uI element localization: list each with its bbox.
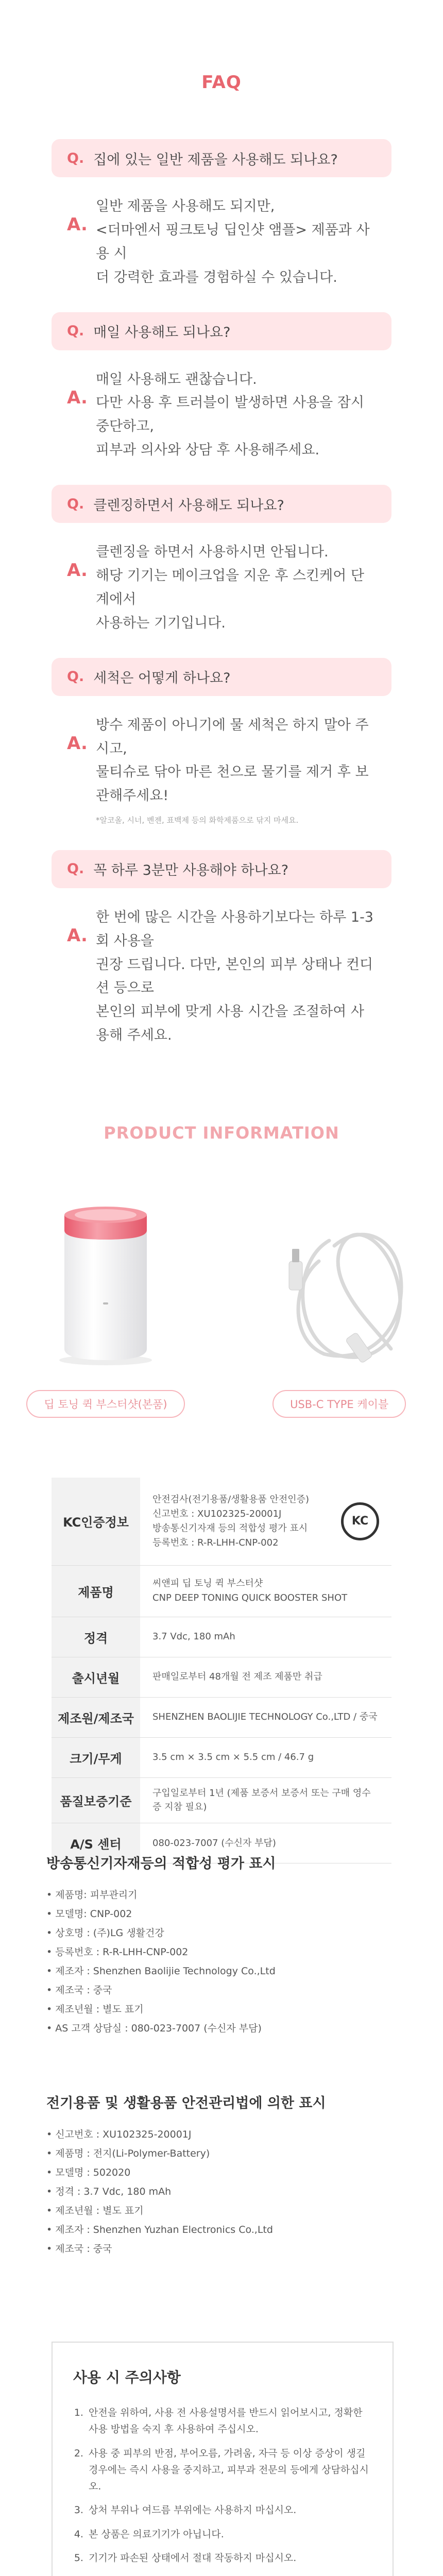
spec-value-line: CNP DEEP TONING QUICK BOOSTER SHOT <box>152 1592 348 1603</box>
use-caution-title: 사용 시 주의사항 <box>73 2369 181 2386</box>
answer-line: 일반 제품을 사용해도 되지만, <box>96 198 275 214</box>
spec-key: 크기/무게 <box>52 1737 140 1777</box>
spec-value <box>140 1657 391 1697</box>
radio-cert-line: • 모델명: CNP-002 <box>46 1908 132 1920</box>
spec-value-line: 3.7 Vdc, 180 mAh <box>152 1631 235 1642</box>
question-marker: Q. <box>67 150 84 166</box>
faq-list <box>0 139 443 1047</box>
spec-key: 출시년월 <box>52 1657 140 1697</box>
question-text: 클렌징하면서 사용해도 되나요? <box>93 497 284 514</box>
spec-row <box>52 1478 391 1565</box>
product-device <box>26 1199 184 1447</box>
faq-question <box>52 485 391 523</box>
faq-question <box>52 139 391 177</box>
spec-value-line: 안전검사(전기용품/생활용품 안전인증) <box>152 1494 310 1505</box>
spec-value-text <box>152 1786 379 1815</box>
spec-value <box>140 1777 391 1823</box>
question-text: 꼭 하루 3분만 사용해야 하나요? <box>93 862 289 879</box>
answer-line: 다만 사용 후 트러블이 발생하면 사용을 잠시 중단하고, <box>96 395 364 435</box>
spec-value-line: 방송통신기자재 등의 적합성 평가 표시 <box>152 1522 308 1534</box>
spec-value <box>140 1478 391 1565</box>
answer-line: 클렌징을 하면서 사용하시면 안됩니다. <box>96 544 329 561</box>
answer-text <box>96 195 376 290</box>
faq-question <box>52 312 391 350</box>
answer-line: 본인의 피부에 맞게 사용 시간을 조절하여 사용해 주세요. <box>96 1004 364 1044</box>
spec-value-text <box>152 1577 379 1605</box>
answer-text <box>96 540 376 635</box>
radio-cert-line: • 제조국 : 중국 <box>46 1985 112 1996</box>
spec-value-line: 판매일로부터 48개월 전 제조 제품만 취급 <box>152 1671 322 1683</box>
spec-value <box>140 1697 391 1737</box>
spec-row <box>52 1565 391 1617</box>
spec-value-text <box>152 1670 379 1684</box>
answer-line: 매일 사용해도 괜찮습니다. <box>96 371 257 387</box>
spec-value-text <box>152 1710 379 1724</box>
radio-cert-line: • 제품명: 피부관리기 <box>46 1889 138 1901</box>
spec-key: 품질보증기준 <box>52 1777 140 1823</box>
answer-line: 한 번에 많은 시간을 사용하기보다는 하루 1-3회 사용을 <box>96 909 373 949</box>
electric-cert-section <box>46 2092 326 2259</box>
electric-cert-line: • 제조국 : 중국 <box>46 2243 112 2255</box>
electric-cert-line: • 신고번호 : XU102325-20001J <box>46 2129 192 2140</box>
radio-cert-line: • 등록번호 : R-R-LHH-CNP-002 <box>46 1946 189 1958</box>
electric-cert-title: 전기용품 및 생활용품 안전관리법에 의한 표시 <box>46 2095 326 2111</box>
faq-item <box>52 139 391 290</box>
answer-text <box>96 714 376 827</box>
spec-value-text <box>152 1750 379 1765</box>
faq-title: FAQ <box>201 72 242 93</box>
electric-cert-line: • 모델명 : 502020 <box>46 2167 131 2178</box>
spec-key: 제조원/제조국 <box>52 1697 140 1737</box>
spec-value-line: 080-023-7007 (수신자 부담) <box>152 1837 276 1849</box>
faq-item <box>52 658 391 827</box>
electric-cert-line: • 정격 : 3.7 Vdc, 180 mAh <box>46 2186 172 2197</box>
question-marker: Q. <box>67 323 84 340</box>
spec-value-line: 등록번호 : R-R-LHH-CNP-002 <box>152 1537 279 1548</box>
spec-key: A/S 센터 <box>52 1823 140 1863</box>
question-marker: Q. <box>67 861 84 877</box>
radio-cert-title: 방송통신기자재등의 적합성 평가 표시 <box>46 1856 276 1872</box>
answer-line: 방수 제품이 아니기에 물 세척은 하지 말아 주시고, <box>96 717 369 757</box>
product-cable <box>262 1199 417 1447</box>
use-caution-item: 4. 본 상품은 의료기기가 아닙니다. <box>87 2526 372 2543</box>
answer-note: *알코올, 시너, 벤젠, 표백제 등의 화학제품으로 닦지 마세요. <box>96 816 299 825</box>
kc-mark-icon: KC <box>341 1502 379 1540</box>
spec-value-line: 구입일로부터 1년 (제품 보증서 보증서 또는 구매 영수증 지참 필요) <box>152 1787 371 1813</box>
answer-text <box>96 906 376 1047</box>
faq-answer <box>52 888 391 1047</box>
spec-row <box>52 1697 391 1737</box>
electric-cert-line: • 제조자 : Shenzhen Yuzhan Electronics Co.,Ltd <box>46 2224 273 2235</box>
faq-answer <box>52 350 391 463</box>
use-caution-item: 3. 상처 부위나 여드름 부위에는 사용하지 마십시오. <box>87 2502 372 2518</box>
spec-row <box>52 1777 391 1823</box>
faq-answer <box>52 177 391 290</box>
use-caution-item: 1. 안전을 위하여, 사용 전 사용설명서를 반드시 읽어보시고, 정확한 사용 방법을 숙지 후 사용하여 주십시오. <box>87 2404 372 2438</box>
spec-key: 제품명 <box>52 1565 140 1617</box>
faq-answer <box>52 696 391 827</box>
use-caution-item: 5. 기기가 파손된 상태에서 절대 작동하지 마십시오. <box>87 2550 372 2566</box>
spec-value-line: 3.5 cm × 3.5 cm × 5.5 cm / 46.7 g <box>152 1752 314 1763</box>
answer-marker: A. <box>67 560 88 581</box>
answer-line: 해당 기기는 메이크업을 지운 후 스킨케어 단계에서 <box>96 568 364 607</box>
faq-item <box>52 485 391 635</box>
spec-value <box>140 1565 391 1617</box>
answer-marker: A. <box>67 925 88 946</box>
use-caution-list <box>73 2404 372 2576</box>
answer-marker: A. <box>67 733 88 754</box>
question-text: 집에 있는 일반 제품을 사용해도 되나요? <box>93 151 338 168</box>
radio-cert-line: • 제조자 : Shenzhen Baolijie Technology Co.,Ltd <box>46 1965 276 1977</box>
question-text: 매일 사용해도 되나요? <box>93 325 231 341</box>
faq-answer <box>52 523 391 635</box>
spec-value-line: 신고번호 : XU102325-20001J <box>152 1508 282 1519</box>
booster-device-image <box>52 1199 160 1369</box>
spec-value-line: SHENZHEN BAOLIJIE TECHNOLOGY Co.,LTD / 중국 <box>152 1711 378 1723</box>
product-info-section <box>0 1061 443 1863</box>
spec-value-text <box>152 1836 379 1851</box>
faq-question <box>52 658 391 696</box>
spec-row <box>52 1737 391 1777</box>
radio-cert-line: • 제조년월 : 별도 표기 <box>46 2004 144 2015</box>
use-caution-item <box>87 2573 372 2576</box>
answer-line: 물티슈로 닦아 마른 천으로 물기를 제거 후 보관해주세요! <box>96 764 369 804</box>
question-marker: Q. <box>67 496 84 512</box>
spec-value-text <box>152 1493 309 1550</box>
answer-line: 더 강력한 효과를 경험하실 수 있습니다. <box>96 269 337 285</box>
answer-line: 피부과 의사와 상담 후 사용해주세요. <box>96 442 320 459</box>
answer-line: 사용하는 기기입니다. <box>96 615 226 631</box>
use-caution-box <box>52 2342 394 2576</box>
spec-key: 정격 <box>52 1617 140 1657</box>
answer-marker: A. <box>67 387 88 408</box>
usb-cable-image <box>262 1199 417 1369</box>
electric-cert-line: • 제품명 : 전지(Li-Polymer-Battery) <box>46 2148 210 2159</box>
answer-line: <더마엔서 핑크토닝 딥인샷 앰플> 제품과 사용 시 <box>96 222 370 262</box>
electric-cert-line: • 제조년월 : 별도 표기 <box>46 2205 144 2216</box>
radio-cert-line: • 상호명 : (주)LG 생활건강 <box>46 1927 164 1939</box>
radio-cert-line: • AS 고객 상담실 : 080-023-7007 (수신자 부담) <box>46 2023 262 2034</box>
spec-value-text <box>152 1630 379 1644</box>
faq-section <box>0 0 443 1047</box>
spec-row <box>52 1657 391 1697</box>
spec-key: KC인증정보 <box>52 1478 140 1565</box>
product-images <box>0 1199 443 1447</box>
product-label-cable: USB-C TYPE 케이블 <box>272 1390 406 1418</box>
question-text: 세척은 어떻게 하나요? <box>93 670 231 687</box>
radio-cert-list <box>46 1886 276 2038</box>
spec-value <box>140 1737 391 1777</box>
answer-line: 권장 드립니다. 다만, 본인의 피부 상태나 컨디션 등으로 <box>96 956 373 996</box>
faq-question <box>52 850 391 888</box>
product-info-title: PRODUCT INFORMATION <box>104 1123 339 1143</box>
spec-value <box>140 1617 391 1657</box>
spec-table <box>52 1478 391 1863</box>
use-caution-item: 2. 사용 중 피부의 반점, 부어오름, 가려움, 자극 등 이상 증상이 생길 경우에는 즉시 사용을 중지하고, 피부과 전문의 등에게 상담하십시오. <box>87 2445 372 2495</box>
faq-item <box>52 312 391 463</box>
answer-marker: A. <box>67 214 88 235</box>
electric-cert-list <box>46 2125 326 2259</box>
spec-value-line: 씨앤피 딥 토닝 퀵 부스터샷 <box>152 1578 263 1589</box>
answer-text <box>96 368 376 463</box>
spec-row <box>52 1617 391 1657</box>
question-marker: Q. <box>67 669 84 685</box>
faq-item <box>52 850 391 1047</box>
radio-cert-section <box>46 1852 276 2038</box>
product-label-device: 딥 토닝 퀵 부스터샷(본품) <box>26 1390 184 1418</box>
